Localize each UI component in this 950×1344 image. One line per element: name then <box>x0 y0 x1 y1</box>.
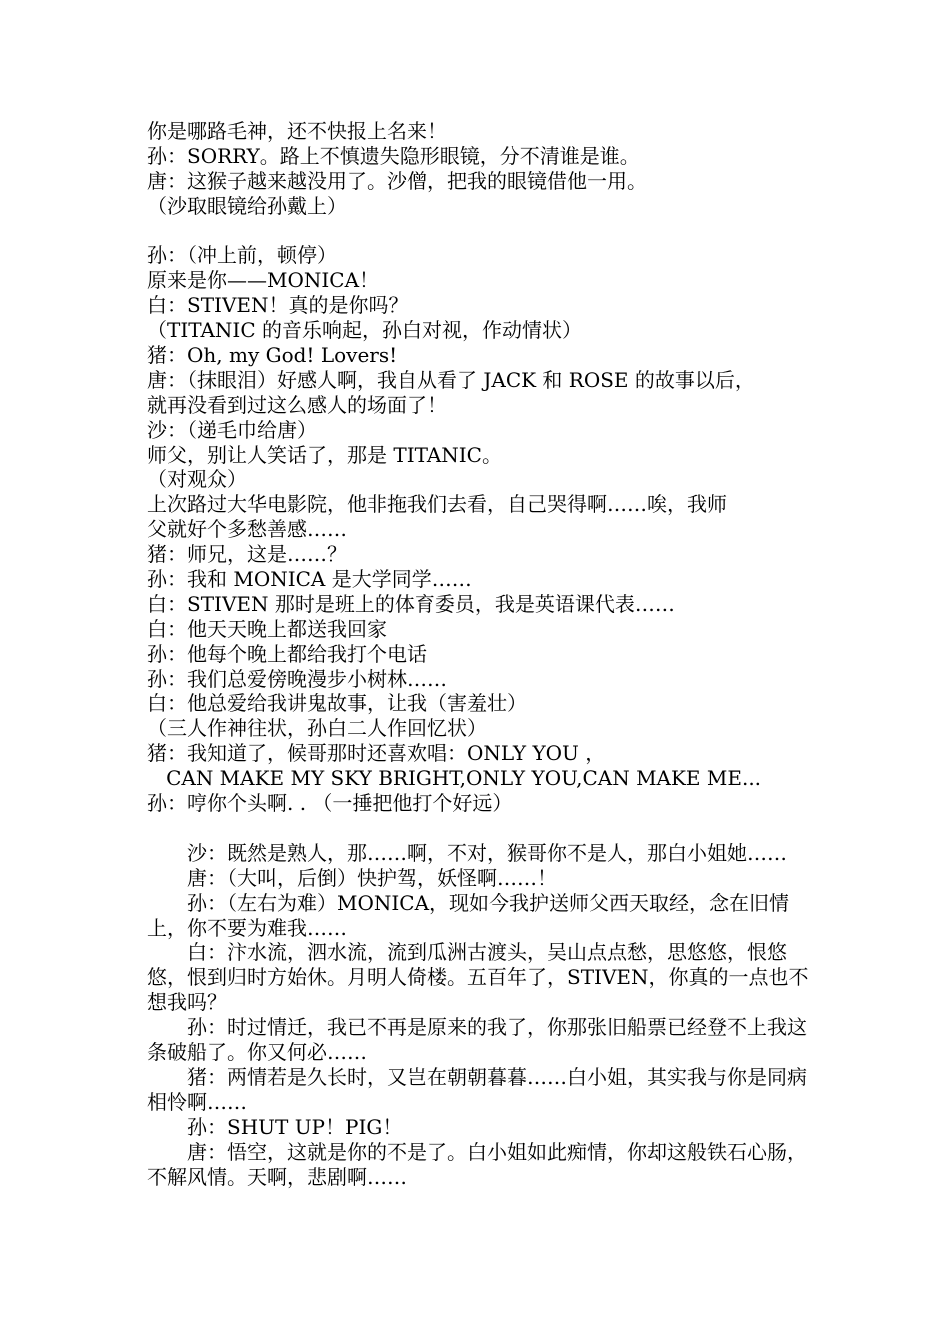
blank-line <box>147 816 815 841</box>
script-line: 沙：（递毛巾给唐） <box>147 417 317 442</box>
script-line: 原来是你——MONICA！ <box>147 268 380 293</box>
script-line: 孙：我和 MONICA 是大学同学…… <box>147 567 472 592</box>
script-line: CAN MAKE MY SKY BRIGHT,ONLY YOU,CAN MAKE ME... <box>147 766 762 791</box>
script-line: 白：STIVEN！真的是你吗？ <box>147 293 409 318</box>
stage-direction: （TITANIC 的音乐响起，孙白对视，作动情状） <box>147 318 582 343</box>
script-line: 猪：师兄，这是……？ <box>147 542 347 567</box>
dialogue-paragraph: 孙：时过情迁，我已不再是原来的我了，你那张旧船票已经登不上我这条破船了。你又何必…… <box>147 1015 807 1065</box>
script-line: 父就好个多愁善感…… <box>147 517 347 542</box>
script-line: 唐：（抹眼泪）好感人啊，我自从看了 JACK 和 ROSE 的故事以后， <box>147 367 755 392</box>
stage-direction: （对观众） <box>147 467 247 492</box>
dialogue-paragraph: 白：汴水流，泗水流，流到瓜洲古渡头，吴山点点愁，思悠悠，恨悠悠，恨到归时方始休。月明人倚楼。五百年了，STIVEN，你真的一点也不想我吗？ <box>147 940 809 1015</box>
script-line: 孙：（冲上前，顿停） <box>147 243 337 268</box>
script-line: 猪：Oh, my God! Lovers! <box>147 343 398 368</box>
dialogue-paragraph: 沙：既然是熟人，那……啊，不对，猴哥你不是人，那白小姐她…… <box>187 840 787 865</box>
dialogue-paragraph: 孙：（左右为难）MONICA，现如今我护送师父西天取经，念在旧情上，你不要为难我…… <box>147 890 790 940</box>
stage-direction: （三人作神往状，孙白二人作回忆状） <box>147 716 487 741</box>
script-line: 就再没看到过这么感人的场面了！ <box>147 392 447 417</box>
script-line: 孙：哼你个头啊. . （一捶把他打个好远） <box>147 791 513 816</box>
script-line: 孙：他每个晚上都给我打个电话 <box>147 641 427 666</box>
dialogue-paragraph: 唐：悟空，这就是你的不是了。白小姐如此痴情，你却这般铁石心肠，不解风情。天啊，悲剧啊…… <box>147 1139 807 1189</box>
script-line: 白：STIVEN 那时是班上的体育委员，我是英语课代表…… <box>147 591 675 616</box>
script-line: 孙：SORRY。路上不慎遗失隐形眼镜，分不清谁是谁。 <box>147 143 640 168</box>
dialogue-paragraph: 孙：SHUT UP！PIG！ <box>187 1114 403 1139</box>
script-line: 猪：我知道了，候哥那时还喜欢唱：ONLY YOU ， <box>147 741 606 766</box>
dialogue-paragraph: 唐：（大叫，后倒）快护驾，妖怪啊……！ <box>187 865 557 890</box>
dialogue-paragraph: 猪：两情若是久长时，又岂在朝朝暮暮……白小姐，其实我与你是同病相怜啊…… <box>147 1064 807 1114</box>
script-line: 白：他天天晚上都送我回家 <box>147 616 387 641</box>
script-line: 白：他总爱给我讲鬼故事，让我（害羞壮） <box>147 691 527 716</box>
script-line: 唐：这猴子越来越没用了。沙僧，把我的眼镜借他一用。 <box>147 168 647 193</box>
script-text <box>147 119 815 1190</box>
script-line: 师父，别让人笑话了，那是 TITANIC。 <box>147 442 502 467</box>
script-line: 你是哪路毛神，还不快报上名来！ <box>147 119 447 143</box>
script-line: 孙：我们总爱傍晚漫步小树林…… <box>147 666 447 691</box>
blank-line <box>147 219 815 244</box>
script-line: 上次路过大华电影院，他非拖我们去看，自己哭得啊……唉，我师 <box>147 492 727 517</box>
stage-direction: （沙取眼镜给孙戴上） <box>147 193 347 218</box>
